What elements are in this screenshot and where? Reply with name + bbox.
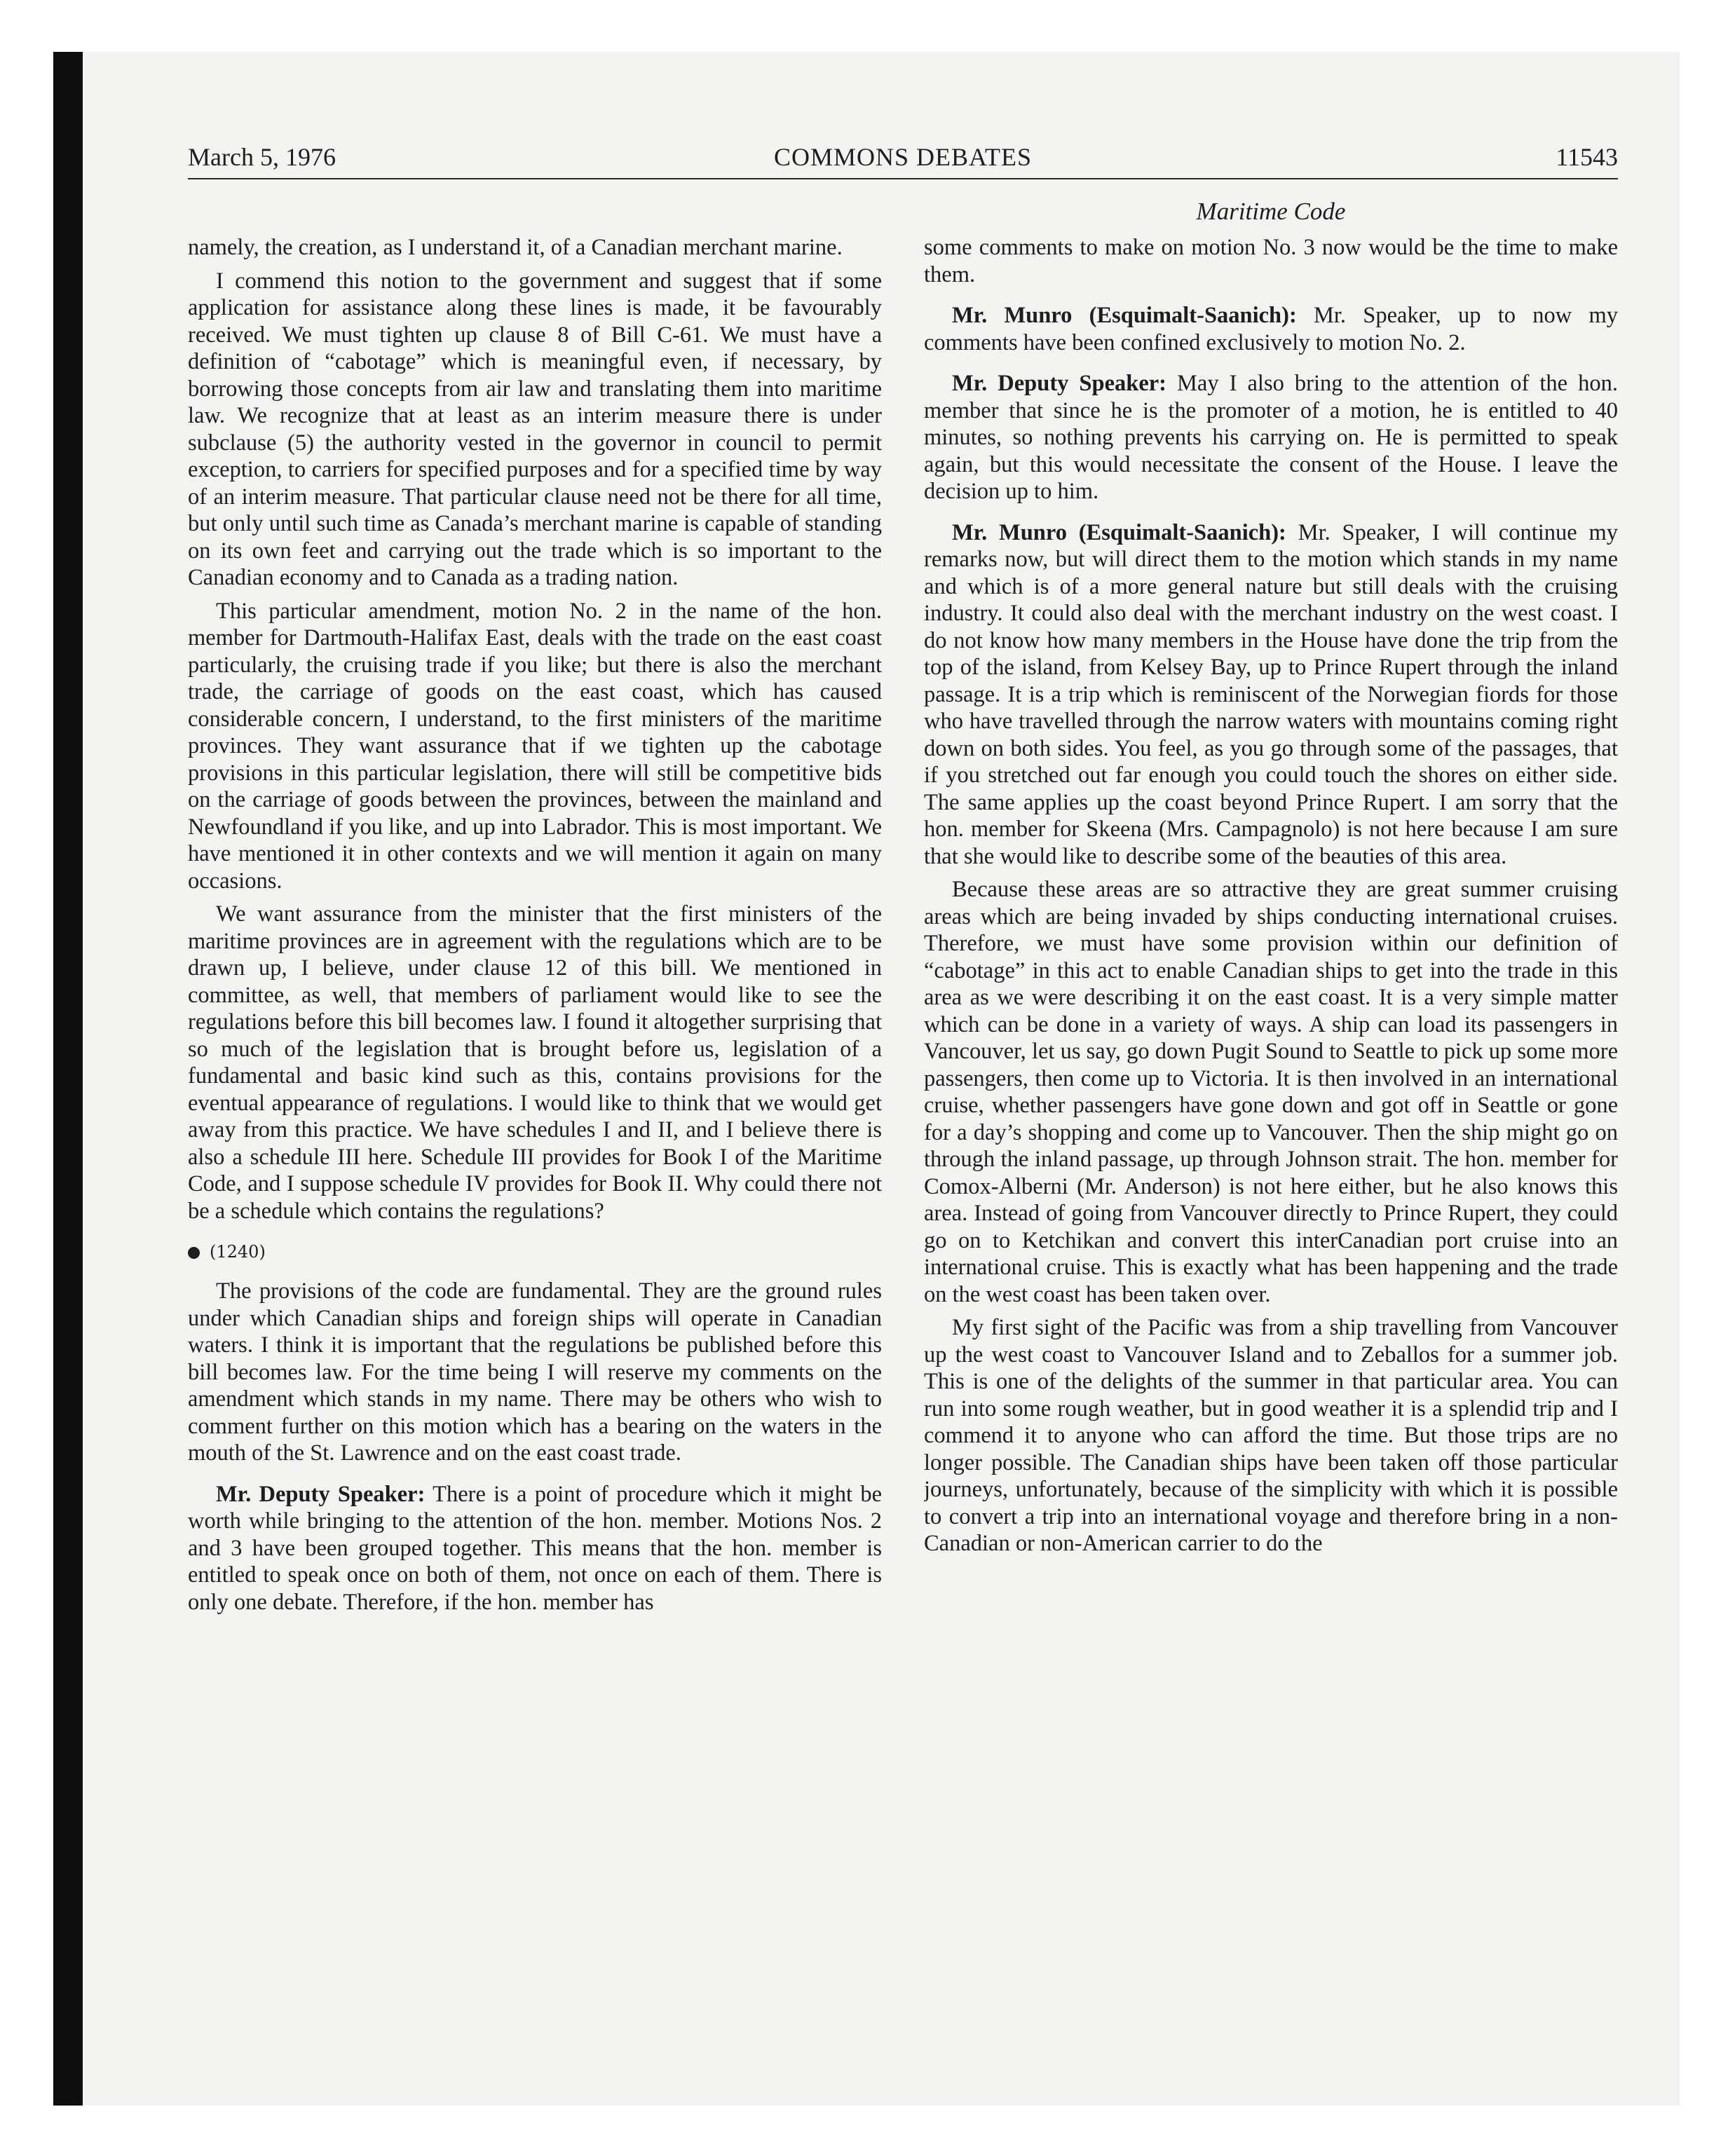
- paragraph: This particular amendment, motion No. 2 in the name of the hon. member for Dartmouth-Halifax East, deals with the trade on the east coast particularly, the cruising trade if you like; but there is also the merchant trade, the carriage of goods on the east coast, which has caused considerable concern, I understand, to the first ministers of the maritime provinces. They want assurance that if we tighten up the cabotage provisions in this particular legislation, there will still be competitive bids on the carriage of goods between the provinces, between the mainland and Newfoundland if you like, and up into Labrador. This is most important. We have mentioned it in other contexts and we will mention it again on many occasions.: [188, 598, 882, 894]
- speech-paragraph: [924, 302, 1618, 356]
- bullet-icon: [188, 1247, 200, 1259]
- paragraph: I commend this notion to the government and suggest that if some application for assistance along these lines is made, it be favourably received. We must tighten up clause 8 of Bill C-61. We must have a definition of “cabotage” which is meaningful even, if necessary, by borrowing those concepts from air law and translating them into maritime law. We recognize that at least as an interim measure there is under subclause (5) the authority vested in the governor in council to permit exception, to carriers for specified purposes and for a specified time by way of an interim measure. That particular clause need not be there for all time, but only until such time as Canada’s merchant marine is capable of standing on its own feet and carrying out the trade which is so important to the Canadian economy and to Canada as a trading nation.: [188, 268, 882, 590]
- speaker-name: Mr. Deputy Speaker:: [952, 371, 1166, 396]
- paragraph: some comments to make on motion No. 3 now would be the time to make them.: [924, 235, 1618, 287]
- header-page-number: 11543: [1556, 143, 1618, 171]
- speaker-name: Mr. Munro (Esquimalt-Saanich):: [952, 303, 1297, 328]
- header-date: March 5, 1976: [188, 143, 336, 171]
- scan-border: [53, 52, 83, 2106]
- speaker-name: Mr. Deputy Speaker:: [216, 1481, 426, 1507]
- page-header: [188, 140, 1618, 179]
- speech-paragraph: [924, 370, 1618, 505]
- speech-text: Mr. Speaker, I will continue my remarks now, but will direct them to the motion which stands in my name and which is of a more general nature but still deals with the cruising industry. It could also deal with the merchant industry on the west coast. I do not know how many members in the House have done the trip from the top of the island, from Kelsey Bay, up to Prince Rupert through the inland passage. It is a trip which is reminiscent of the Norwegian fiords for those who have travelled through the narrow waters with mountains coming right down on both sides. You feel, as you go through some of the passages, that if you stretched out far enough you could touch the shores on either side. The same applies up the coast beyond Prince Rupert. I am sorry that the hon. member for Skeena (Mrs. Campagnolo) is not here because I am sure that she would like to describe some of the beauties of this area.: [924, 519, 1618, 869]
- speech-text: There is a point of procedure which it might be worth while bringing to the attention of the hon. member. Motions Nos. 2 and 3 have been grouped together. This means that the hon. member is entitled to speak once on both of them, not once on each of them. There is only one debate. Therefore, if the hon. member has: [188, 1481, 882, 1615]
- speech-paragraph: [924, 519, 1618, 871]
- paragraph: namely, the creation, as I understand it, of a Canadian merchant marine.: [188, 235, 843, 260]
- speech-paragraph: [188, 1481, 882, 1616]
- paragraph: The provisions of the code are fundamental. They are the ground rules under which Canadian ships and foreign ships will operate in Canadian waters. I think it is important that the regulations be published before this bill becomes law. For the time being I will reserve my comments on the amendment which stands in my name. There may be others who wish to comment further on this motion which has a bearing on the waters in the mouth of the St. Lawrence and on the east coast trade.: [188, 1278, 882, 1466]
- speech-text: Mr. Speaker, up to now my comments have been confined exclusively to motion No. 2.: [924, 303, 1618, 355]
- paragraph: Because these areas are so attractive they are great summer cruising areas which are being invaded by ships conducting international cruises. Therefore, we must have some provision within our definition of “cabotage” in this act to enable Canadian ships to get into the trade in this area as we were describing it on the east coast. It is a very simple matter which can be done in a variety of ways. A ship can load its passengers in Vancouver, let us say, go down Pugit Sound to Seattle to pick up some more passengers, then come up to Victoria. It is then involved in an international cruise, whether passengers have gone down and got off in Seattle or gone for a day’s shopping and come up to Vancouver. Then the ship might go on through the inland passage, up through Johnson strait. The hon. member for Comox-Alberni (Mr. Anderson) is not here either, but he also knows this area. Instead of going from Vancouver directly to Prince Rupert, they could go on to Ketchikan and convert this interCanadian port cruise into an international cruise. This is exactly what has been happening and the trade on the west coast has been taken over.: [924, 877, 1618, 1307]
- header-title: COMMONS DEBATES: [773, 143, 1033, 171]
- time-stamp-label: (1240): [210, 1242, 266, 1262]
- right-column: [924, 234, 1618, 1944]
- time-stamp: [188, 1240, 882, 1264]
- running-title: Maritime Code: [1196, 198, 1346, 225]
- left-column: [188, 234, 882, 1944]
- speech-text: May I also bring to the attention of the hon. member that since he is the promoter of a motion, he is entitled to 40 minutes, so nothing prevents his carrying on. He is permitted to speak again, but this would necessitate the consent of the House. I leave the decision up to him.: [924, 371, 1618, 504]
- speaker-name: Mr. Munro (Esquimalt-Saanich):: [952, 519, 1286, 545]
- paragraph: We want assurance from the minister that the first ministers of the maritime provinces are in agreement with the regulations which are to be drawn up, I believe, under clause 12 of this bill. We mentioned in committee, as well, that members of parliament would like to see the regulations before this bill becomes law. I found it altogether surprising that so much of the legislation that is brought before us, legislation of a fundamental and basic kind such as this, contains provisions for the eventual appearance of regulations. I would like to think that we would get away from this practice. We have schedules I and II, and I believe there is also a schedule III here. Schedule III provides for Book I of the Maritime Code, and I suppose schedule IV provides for Book II. Why could there not be a schedule which contains the regulations?: [188, 901, 882, 1224]
- paragraph: My first sight of the Pacific was from a ship travelling from Vancouver up the west coast to Vancouver Island and to Zeballos for a summer job. This is one of the delights of the summer in that particular area. You can run into some rough weather, but in good weather it is a splendid trip and I commend it to anyone who can afford the time. But those trips are no longer possible. The Canadian ships have been taken off those particular journeys, unfortunately, because of the simplicity with which it is possible to convert a trip into an international voyage and therefore bring in a non-Canadian or non-American carrier to do the: [924, 1315, 1618, 1556]
